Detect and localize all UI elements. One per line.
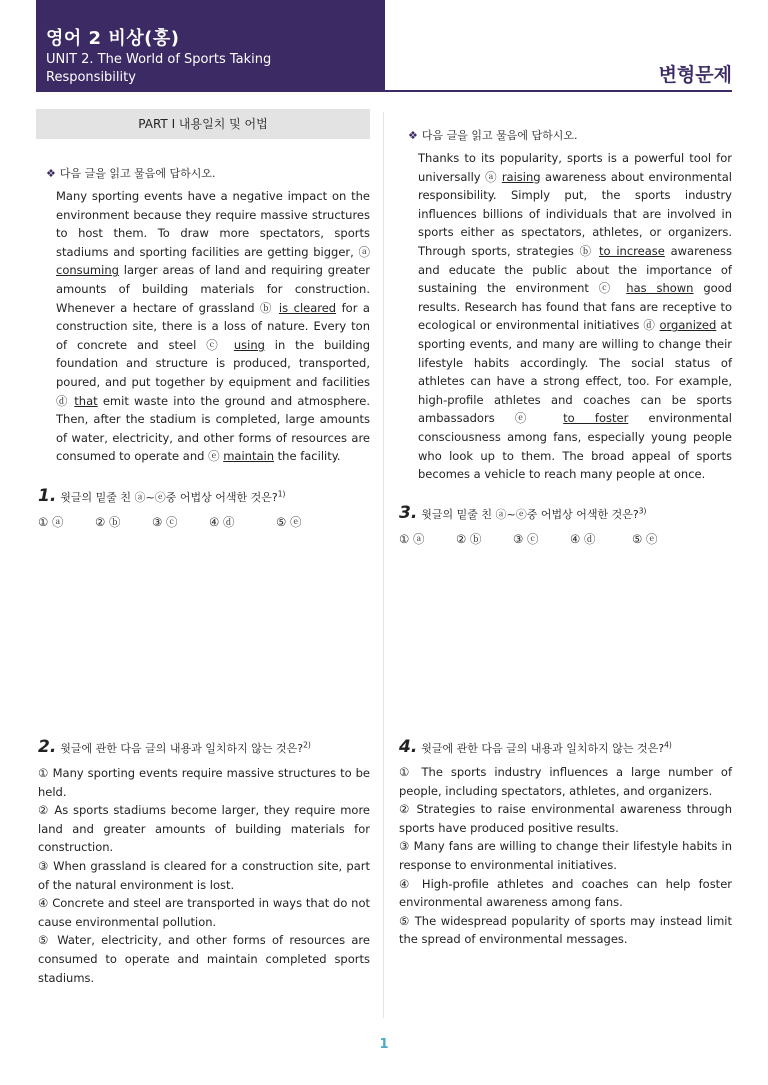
column-divider [383,112,384,1018]
option-4[interactable]: ④ High-profile athletes and coaches can help foster environmental awareness among fans. [399,876,732,910]
underlined-term: using [233,337,265,352]
underlined-term: organized [659,318,717,333]
footnote-ref: 1) [277,489,286,499]
question-2-title [38,737,311,757]
instruction-text: 다음 글을 읽고 물음에 답하시오. [59,167,216,180]
header-banner [36,0,385,92]
option-5[interactable]: ⑤ Water, electricity, and other forms of resources are consumed to operate and maintain completed sports stadiums. [38,933,370,985]
passage-text: Thanks to its popularity, sports is a powerful tool for universally ⓐ [418,151,732,184]
choice-5[interactable]: ⑤ ⓔ [632,532,658,546]
passage-text: Many sporting events have a negative impact on the environment because they require massive structures to host them. To draw more spectators, sports stadiums and sporting facilities are getting bigger, ⓐ [56,189,370,259]
underlined-term: to increase [599,243,665,258]
passage-text: the facility. [274,449,341,464]
doc-type-label: 변형문제 [658,64,732,86]
option-3[interactable]: ③ Many fans are willing to change their lifestyle habits in response to environmental initiatives. [399,839,732,872]
header-unit-line2: Responsibility [46,70,136,85]
passage-text: good results. Research has found that fans are receptive to ecological or environmental initiatives ⓓ [418,281,732,333]
passage-text: at sporting events, and many are willing to change their lifestyle habits accordingly. The social status of athletes can have a strong effect, too. For example, high-profile athletes and coaches can be sports ambassadors ⓔ [418,318,732,426]
underlined-term: maintain [223,449,275,464]
instruction-text: 다음 글을 읽고 물음에 답하시오. [421,129,578,142]
header-unit-line1: UNIT 2. The World of Sports Taking [46,52,272,67]
choice-1[interactable]: ① ⓐ [38,515,64,529]
question-text: 윗글에 관한 다음 글의 내용과 일치하지 않는 것은? [60,742,304,755]
footnote-ref: 3) [638,506,647,516]
underlined-term: raising [501,169,541,184]
footnote-ref: 2) [303,740,311,750]
choice-4[interactable]: ④ ⓓ [209,515,235,529]
choice-3[interactable]: ③ ⓒ [152,515,178,529]
question-number: 3. [399,503,418,523]
underlined-term: consuming [56,263,119,278]
passage-text: environmental consciousness among fans, especially young people who look up to them. The broad appeal of sports becomes a vehicle to reach many people at once. [418,411,733,482]
choice-3[interactable]: ③ ⓒ [513,532,539,546]
option-1[interactable]: ① The sports industry influences a large number of people, including spectators, athletes, and organizers. [399,765,732,798]
passage-text: larger areas of land and requiring greater amounts of building materials for construction. Whenever a hectare of grassland ⓑ [56,263,370,315]
footnote-ref: 4) [664,740,672,750]
question-4-title [399,737,672,757]
question-number: 1. [38,486,57,506]
option-5[interactable]: ⑤ The widespread popularity of sports may instead limit the spread of environmental messages. [399,913,732,947]
option-2[interactable]: ② Strategies to raise environmental awareness through sports have produced positive results. [399,802,732,835]
diamond-bullet-icon: ❖ [408,129,418,142]
choice-2[interactable]: ② ⓑ [456,532,482,546]
passage-1 [56,187,370,466]
passage-text: awareness and educate the public about the importance of sustaining the environment ⓒ [418,243,732,296]
question-text: 윗글의 밑줄 친 ⓐ~ⓔ중 어법상 어색한 것은? [421,508,639,521]
instruction-left [46,165,216,181]
part-label: PART Ⅰ 내용일치 및 어법 [36,109,370,139]
instruction-right [408,127,578,143]
choice-5[interactable]: ⑤ ⓔ [276,515,302,529]
diamond-bullet-icon: ❖ [46,167,56,180]
header-title: 영어 2 비상(홍) [46,28,180,49]
question-text: 윗글에 관한 다음 글의 내용과 일치하지 않는 것은? [421,742,665,755]
underlined-term: to foster [563,411,629,426]
question-1-title [38,486,285,506]
choice-4[interactable]: ④ ⓓ [570,532,596,546]
page-number: 1 [379,1037,389,1052]
passage-text: for a construction site, there is a loss of nature. Every ton of concrete and steel ⓒ [56,300,370,352]
question-3-choices [399,531,689,547]
choice-1[interactable]: ① ⓐ [399,532,425,546]
header-rule [385,90,732,92]
underlined-term: is cleared [278,300,337,315]
passage-text: awareness about environmental responsibility. Simply put, the sports industry influences billions of individuals that are involved in sports either as spectators, athletes, or organizers. Through sports, strategies ⓑ [418,169,732,258]
option-1[interactable]: ① Many sporting events require massive structures to be held. [38,766,370,799]
question-2-options [38,764,370,987]
underlined-term: has shown [626,281,694,296]
question-text: 윗글의 밑줄 친 ⓐ~ⓔ중 어법상 어색한 것은? [60,491,278,504]
option-3[interactable]: ③ When grassland is cleared for a construction site, part of the natural environment is lost. [38,858,370,892]
question-4-options [399,763,732,949]
option-4[interactable]: ④ Concrete and steel are transported in ways that do not cause environmental pollution. [38,896,370,929]
question-number: 2. [38,737,57,757]
passage-text: in the building foundation and structure is produced, transported, poured, and put together by equipment and facilities ⓓ [56,337,370,408]
question-1-choices [38,514,333,530]
question-3-title [399,503,646,523]
question-number: 4. [399,737,418,757]
passage-2 [418,149,732,484]
underlined-term: that [74,393,98,408]
option-2[interactable]: ② As sports stadiums become larger, they require more land and greater amounts of building materials for construction. [38,803,370,855]
passage-text: emit waste into the ground and atmosphere. Then, after the stadium is completed, large amounts of water, electricity, and other forms of resources are consumed to operate and ⓔ [56,393,371,464]
choice-2[interactable]: ② ⓑ [95,515,121,529]
